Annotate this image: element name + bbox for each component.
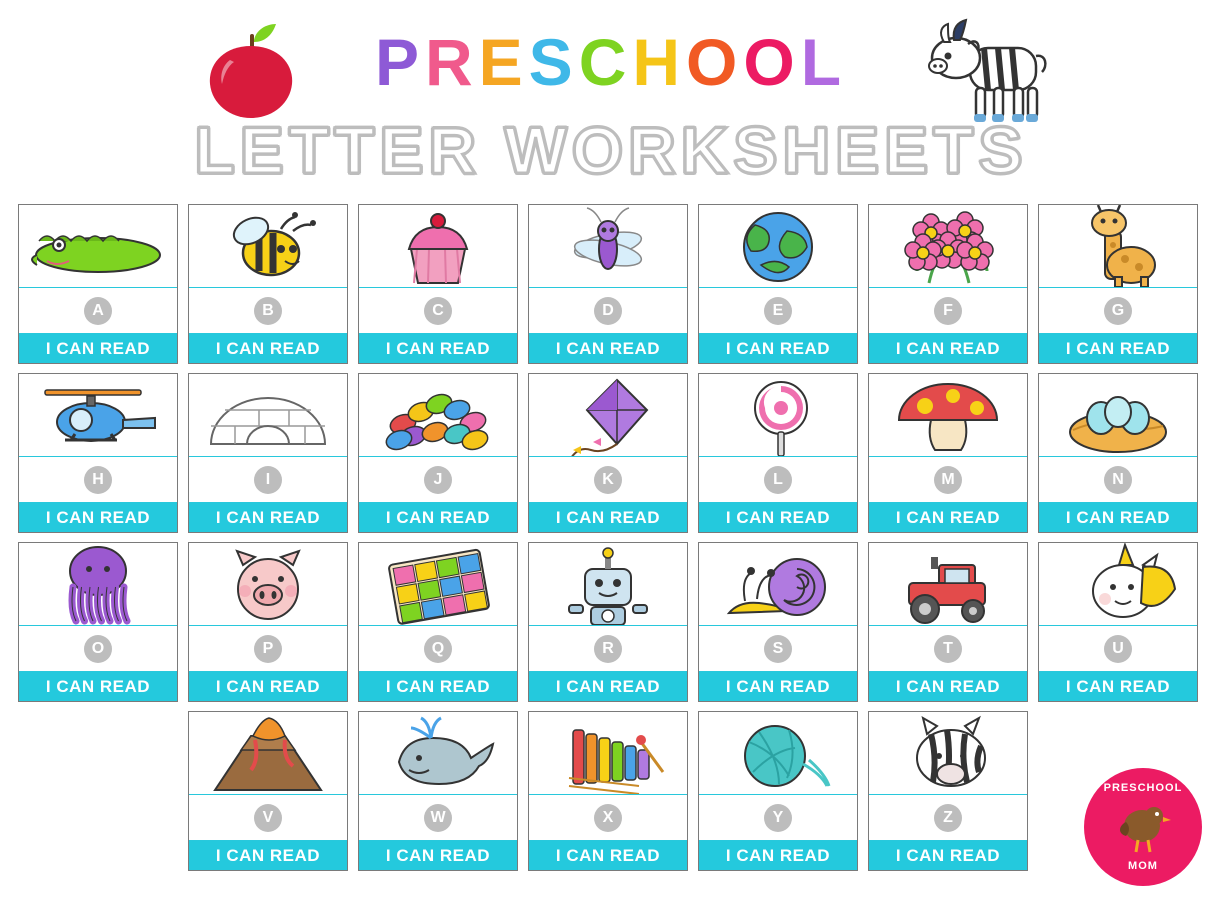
letter-row — [869, 457, 1027, 503]
letter-card-d[interactable] — [528, 204, 688, 364]
letter-card-e[interactable] — [698, 204, 858, 364]
letter-card-y[interactable] — [698, 711, 858, 871]
i-can-read-banner: I CAN READ — [699, 334, 857, 363]
robot-icon — [529, 543, 687, 626]
letter-card-grid — [18, 204, 1204, 880]
whale-icon — [359, 712, 517, 795]
i-can-read-banner: I CAN READ — [359, 841, 517, 870]
letter-card-j[interactable] — [358, 373, 518, 533]
letter-badge: J — [424, 466, 452, 494]
card-row — [18, 373, 1204, 533]
letter-badge: Y — [764, 804, 792, 832]
title-letter: P — [374, 25, 425, 99]
letter-badge: V — [254, 804, 282, 832]
letter-row — [359, 457, 517, 503]
letter-row — [529, 288, 687, 334]
i-can-read-banner: I CAN READ — [189, 503, 347, 532]
letter-badge: O — [84, 635, 112, 663]
letter-card-a[interactable] — [18, 204, 178, 364]
i-can-read-banner: I CAN READ — [869, 503, 1027, 532]
letter-row — [19, 288, 177, 334]
card-row — [18, 204, 1204, 364]
letter-card-m[interactable] — [868, 373, 1028, 533]
i-can-read-banner: I CAN READ — [19, 334, 177, 363]
letter-badge: I — [254, 466, 282, 494]
i-can-read-banner: I CAN READ — [699, 503, 857, 532]
logo-top-text: PRESCHOOL — [1103, 782, 1183, 794]
letter-badge: K — [594, 466, 622, 494]
helicopter-icon — [19, 374, 177, 457]
page-title — [0, 24, 1222, 100]
tractor-icon — [869, 543, 1027, 626]
i-can-read-banner: I CAN READ — [189, 841, 347, 870]
letter-row — [699, 795, 857, 841]
pig-icon — [189, 543, 347, 626]
letter-card-b[interactable] — [188, 204, 348, 364]
letter-card-x[interactable] — [528, 711, 688, 871]
letter-badge: S — [764, 635, 792, 663]
letter-row — [19, 626, 177, 672]
letter-row — [19, 457, 177, 503]
jellybeans-icon — [359, 374, 517, 457]
i-can-read-banner: I CAN READ — [529, 334, 687, 363]
i-can-read-banner: I CAN READ — [1039, 334, 1197, 363]
title-letter: S — [528, 25, 579, 99]
letter-card-r[interactable] — [528, 542, 688, 702]
i-can-read-banner: I CAN READ — [189, 672, 347, 701]
letter-row — [189, 288, 347, 334]
i-can-read-banner: I CAN READ — [529, 672, 687, 701]
title-letter: O — [686, 25, 744, 99]
bird-icon — [1112, 800, 1174, 856]
letter-badge: A — [84, 297, 112, 325]
giraffe-icon — [1039, 205, 1197, 288]
nest-icon — [1039, 374, 1197, 457]
unicorn-icon — [1039, 543, 1197, 626]
earth-icon — [699, 205, 857, 288]
letter-card-p[interactable] — [188, 542, 348, 702]
yarn-icon — [699, 712, 857, 795]
letter-badge: F — [934, 297, 962, 325]
mushroom-icon — [869, 374, 1027, 457]
i-can-read-banner: I CAN READ — [359, 334, 517, 363]
letter-card-o[interactable] — [18, 542, 178, 702]
letter-row — [1039, 457, 1197, 503]
letter-card-n[interactable] — [1038, 373, 1198, 533]
i-can-read-banner: I CAN READ — [359, 503, 517, 532]
letter-card-s[interactable] — [698, 542, 858, 702]
i-can-read-banner: I CAN READ — [189, 334, 347, 363]
card-row — [18, 542, 1204, 702]
i-can-read-banner: I CAN READ — [699, 672, 857, 701]
dragonfly-icon — [529, 205, 687, 288]
i-can-read-banner: I CAN READ — [19, 503, 177, 532]
logo-bottom-text: MOM — [1128, 860, 1158, 872]
letter-row — [699, 288, 857, 334]
i-can-read-banner: I CAN READ — [529, 841, 687, 870]
letter-badge: E — [764, 297, 792, 325]
letter-row — [529, 795, 687, 841]
bee-icon — [189, 205, 347, 288]
letter-badge: T — [934, 635, 962, 663]
letter-row — [869, 288, 1027, 334]
letter-row — [189, 626, 347, 672]
i-can-read-banner: I CAN READ — [869, 334, 1027, 363]
letter-row — [869, 795, 1027, 841]
i-can-read-banner: I CAN READ — [359, 672, 517, 701]
lollipop-icon — [699, 374, 857, 457]
letter-badge: Z — [934, 804, 962, 832]
letter-badge: M — [934, 466, 962, 494]
letter-row — [699, 626, 857, 672]
letter-badge: P — [254, 635, 282, 663]
letter-badge: G — [1104, 297, 1132, 325]
letter-card-u[interactable] — [1038, 542, 1198, 702]
letter-row — [869, 626, 1027, 672]
card-row — [18, 711, 1204, 871]
letter-card-l[interactable] — [698, 373, 858, 533]
i-can-read-banner: I CAN READ — [19, 672, 177, 701]
title-letter: L — [800, 25, 848, 99]
i-can-read-banner: I CAN READ — [869, 672, 1027, 701]
octopus-icon — [19, 543, 177, 626]
letter-badge: D — [594, 297, 622, 325]
letter-badge: X — [594, 804, 622, 832]
letter-row — [359, 288, 517, 334]
letter-row — [359, 795, 517, 841]
title-letter: E — [478, 25, 529, 99]
letter-badge: H — [84, 466, 112, 494]
letter-row — [189, 457, 347, 503]
kite-icon — [529, 374, 687, 457]
page-header — [0, 0, 1222, 196]
letter-badge: C — [424, 297, 452, 325]
letter-badge: Q — [424, 635, 452, 663]
title-letter: O — [743, 25, 801, 99]
flowers-icon — [869, 205, 1027, 288]
letter-card-f[interactable] — [868, 204, 1028, 364]
letter-card-w[interactable] — [358, 711, 518, 871]
xylophone-icon — [529, 712, 687, 795]
i-can-read-banner: I CAN READ — [699, 841, 857, 870]
title-letter: C — [578, 25, 633, 99]
volcano-icon — [189, 712, 347, 795]
i-can-read-banner: I CAN READ — [869, 841, 1027, 870]
letter-badge: R — [594, 635, 622, 663]
cupcake-icon — [359, 205, 517, 288]
alligator-icon — [19, 205, 177, 288]
letter-row — [699, 457, 857, 503]
title-letter: H — [632, 25, 687, 99]
letter-card-h[interactable] — [18, 373, 178, 533]
title-letter: R — [424, 25, 479, 99]
letter-badge: L — [764, 466, 792, 494]
snail-icon — [699, 543, 857, 626]
letter-card-q[interactable] — [358, 542, 518, 702]
letter-row — [1039, 288, 1197, 334]
letter-badge: W — [424, 804, 452, 832]
i-can-read-banner: I CAN READ — [529, 503, 687, 532]
letter-card-k[interactable] — [528, 373, 688, 533]
i-can-read-banner: I CAN READ — [1039, 503, 1197, 532]
letter-card-g[interactable] — [1038, 204, 1198, 364]
letter-row — [1039, 626, 1197, 672]
letter-row — [529, 457, 687, 503]
letter-row — [529, 626, 687, 672]
letter-badge: U — [1104, 635, 1132, 663]
letter-card-z[interactable] — [868, 711, 1028, 871]
letter-card-t[interactable] — [868, 542, 1028, 702]
brand-logo — [1084, 768, 1202, 886]
letter-badge: N — [1104, 466, 1132, 494]
letter-card-i[interactable] — [188, 373, 348, 533]
igloo-icon — [189, 374, 347, 457]
letter-card-c[interactable] — [358, 204, 518, 364]
letter-row — [189, 795, 347, 841]
quilt-icon — [359, 543, 517, 626]
letter-row — [359, 626, 517, 672]
page-subtitle: LETTER WORKSHEETS — [194, 113, 1028, 187]
i-can-read-banner: I CAN READ — [1039, 672, 1197, 701]
letter-badge: B — [254, 297, 282, 325]
zebra-icon — [869, 712, 1027, 795]
letter-card-v[interactable] — [188, 711, 348, 871]
